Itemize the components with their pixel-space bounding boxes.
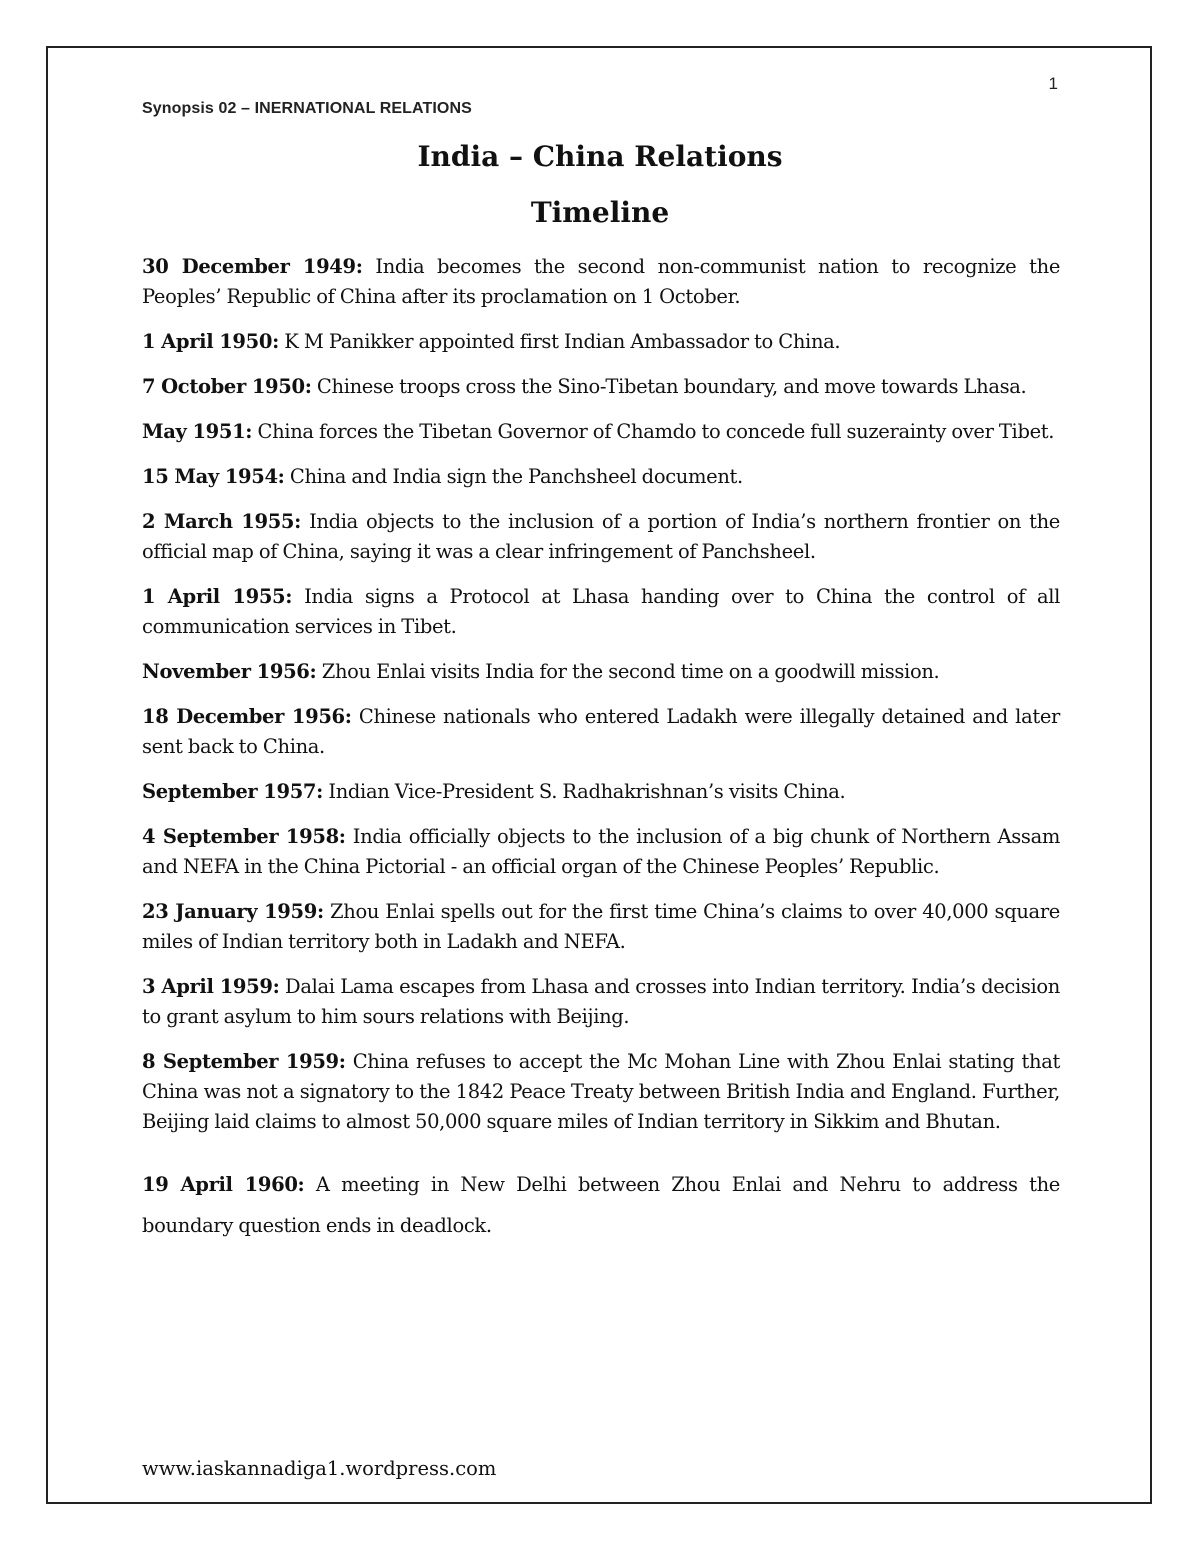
timeline-entry	[142, 372, 1060, 402]
entry-text: Indian Vice-President S. Radhakrishnan’s visits China.	[328, 780, 846, 803]
page-subtitle: Timeline	[530, 196, 670, 229]
entry-date: 30 December 1949:	[142, 255, 363, 278]
entry-text: A meeting in New Delhi between Zhou Enlai and Nehru to address the boundary question ends in deadlock.	[142, 1173, 1060, 1237]
entry-date: November 1956:	[142, 660, 317, 683]
entry-text: Zhou Enlai visits India for the second time on a goodwill mission.	[321, 660, 940, 683]
entry-date: 18 December 1956:	[142, 705, 352, 728]
document-header: Synopsis 02 – INERNATIONAL RELATIONS	[142, 100, 472, 117]
timeline-entry	[142, 1164, 1060, 1246]
timeline-entry	[142, 582, 1060, 642]
timeline-entry	[142, 462, 1060, 492]
entry-date: 1 April 1955:	[142, 585, 293, 608]
timeline-entry	[142, 327, 1060, 357]
footer-url: www.iaskannadiga1.wordpress.com	[142, 1457, 497, 1480]
entry-text: K M Panikker appointed first Indian Ambassador to China.	[284, 330, 841, 353]
page-title: India – China Relations	[417, 140, 783, 173]
timeline-entry	[142, 507, 1060, 567]
timeline-list	[142, 252, 1060, 1261]
entry-date: 3 April 1959:	[142, 975, 280, 998]
timeline-entry	[142, 252, 1060, 312]
timeline-entry	[142, 657, 1060, 687]
entry-text: India becomes the second non-communist nation to recognize the Peoples’ Republic of China after its proclamation on 1 October.	[142, 255, 1061, 308]
entry-text: China forces the Tibetan Governor of Chamdo to concede full suzerainty over Tibet.	[257, 420, 1055, 443]
entry-text: India officially objects to the inclusion of a big chunk of Northern Assam and NEFA in the China Pictorial - an official organ of the Chinese Peoples’ Republic.	[142, 825, 1060, 878]
entry-date: 2 March 1955:	[142, 510, 302, 533]
entry-date: 15 May 1954:	[142, 465, 285, 488]
entry-text: India objects to the inclusion of a portion of India’s northern frontier on the official map of China, saying it was a clear infringement of Panchsheel.	[142, 510, 1060, 563]
page-number: 1	[1048, 74, 1058, 93]
timeline-entry	[142, 1047, 1060, 1137]
timeline-entry	[142, 822, 1060, 882]
entry-text: China refuses to accept the Mc Mohan Line with Zhou Enlai stating that China was not a signatory to the 1842 Peace Treaty between British India and England. Further, Beijing laid claims to almost 50,000 square miles of Indian territory in Sikkim and Bhutan.	[142, 1050, 1061, 1133]
entry-date: 23 January 1959:	[142, 900, 324, 923]
entry-text: Chinese troops cross the Sino-Tibetan boundary, and move towards Lhasa.	[316, 375, 1027, 398]
entry-text: Dalai Lama escapes from Lhasa and crosses into Indian territory. India’s decision to grant asylum to him sours relations with Beijing.	[142, 975, 1060, 1028]
entry-date: 8 September 1959:	[142, 1050, 346, 1073]
entry-text: Chinese nationals who entered Ladakh were illegally detained and later sent back to China.	[142, 705, 1060, 758]
entry-date: May 1951:	[142, 420, 253, 443]
timeline-entry	[142, 972, 1060, 1032]
entry-date: 19 April 1960:	[142, 1173, 305, 1196]
entry-date: 4 September 1958:	[142, 825, 346, 848]
entry-text: China and India sign the Panchsheel document.	[289, 465, 743, 488]
entry-text: Zhou Enlai spells out for the first time China’s claims to over 40,000 square miles of Indian territory both in Ladakh and NEFA.	[142, 900, 1060, 953]
entry-date: 7 October 1950:	[142, 375, 312, 398]
entry-date: 1 April 1950:	[142, 330, 279, 353]
timeline-entry	[142, 897, 1060, 957]
entry-date: September 1957:	[142, 780, 323, 803]
timeline-entry	[142, 777, 1060, 807]
entry-text: India signs a Protocol at Lhasa handing over to China the control of all communication services in Tibet.	[142, 585, 1061, 638]
timeline-entry	[142, 702, 1060, 762]
timeline-entry	[142, 417, 1060, 447]
